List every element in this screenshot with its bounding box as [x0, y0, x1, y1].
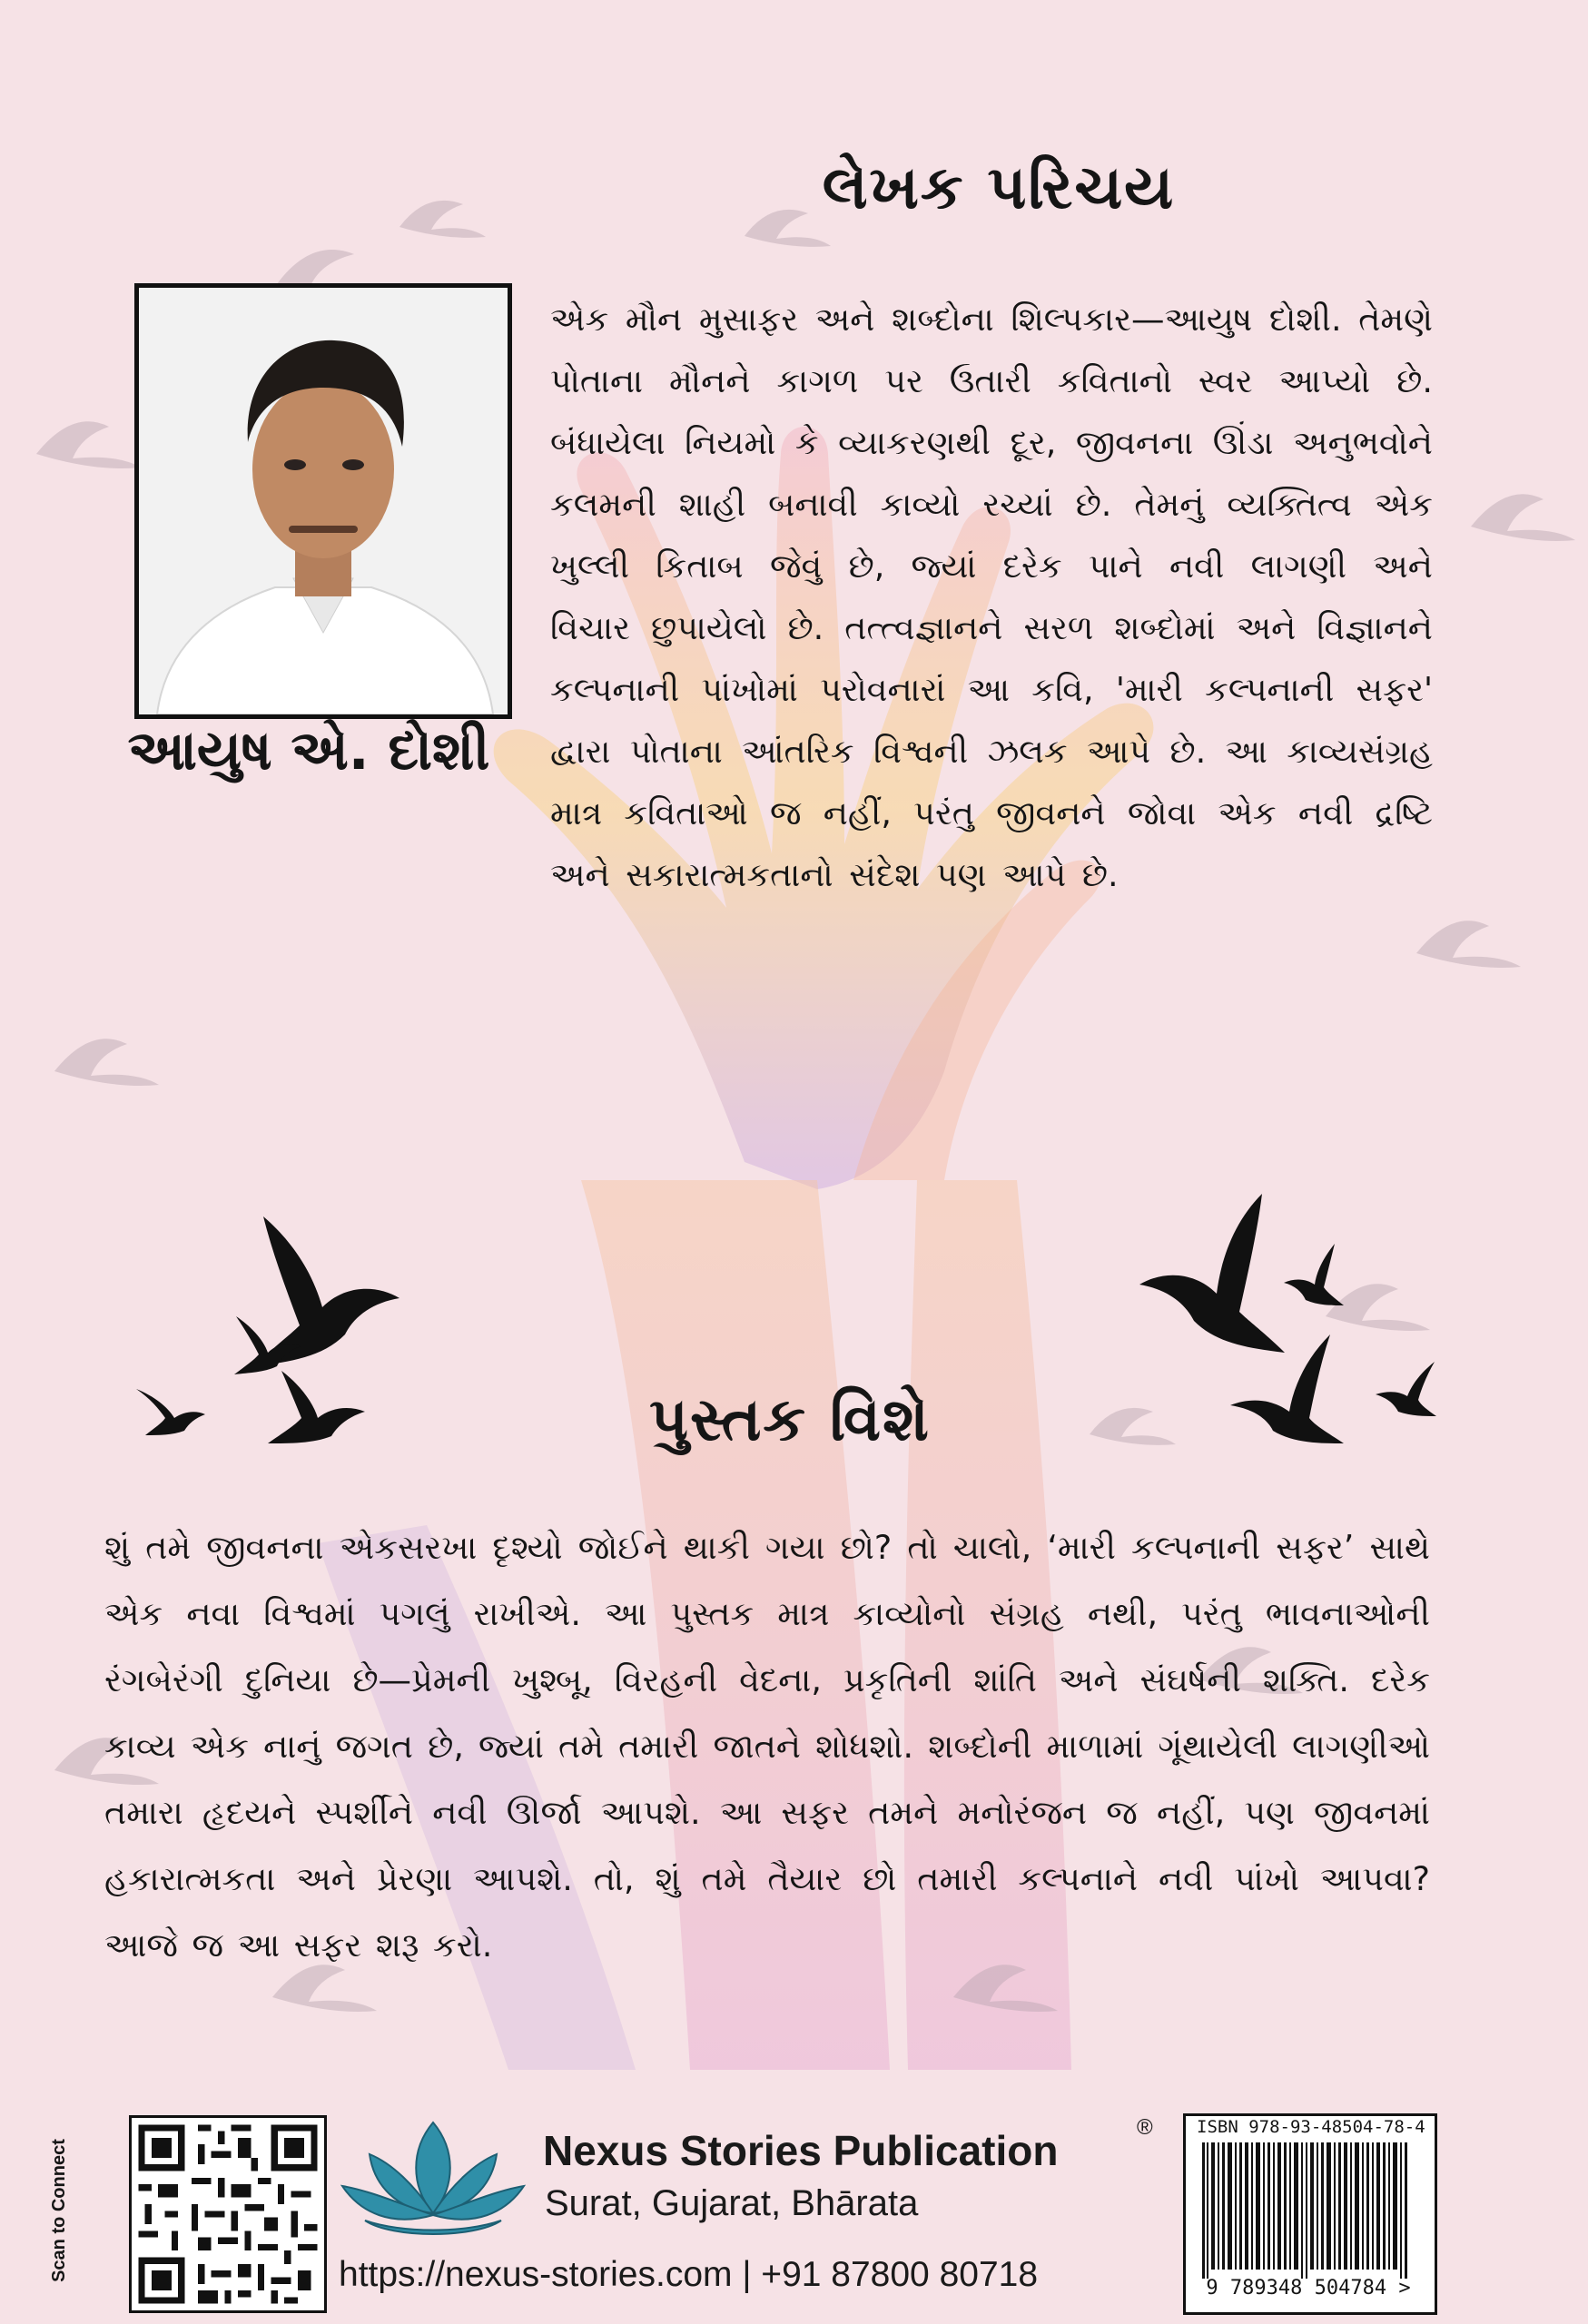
author-bio-paragraph: એક મૌન મુસાફર અને શબ્દોના શિલ્પકાર—આયુષ દોશી. તેમણે પોતાના મૌનને કાગળ પર ઉતારી કવિતાનો સ્વર આપ્યો છે. બંધાયેલા નિયમો કે વ્યાકરણથી દૂર, જીવનના ઊંડા અનુભવોને કલમની શાહી બનાવી કાવ્યો રચ્યાં છે. તેમનું વ્યક્તિત્વ એક ખુલ્લી કિતાબ જેવું છે, જ્યાં દરેક પાને નવી લાગણી અને વિચાર છુપાયેલો છે. તત્ત્વજ્ઞાનને સરળ શબ્દોમાં અને વિજ્ઞાનને કલ્પનાની પાંખોમાં પરોવનારાં આ કવિ, 'મારી કલ્પનાની સફર' દ્વારા પોતાના આંતરિક વિશ્વની ઝલક આપે છે. આ કાવ્યસંગ્રહ માત્ર કવિતાઓ જ નહીં, પરંતુ જીવનને જોવા એક નવી દ્રષ્ટિ અને સકારાત્મકતાનો સંદેશ પણ આપે છે.	[550, 300, 1434, 894]
book-section-heading: પુસ્તક વિશે	[649, 1384, 931, 1454]
registered-mark: ®	[1137, 2115, 1153, 2140]
author-section-heading: લેખક પરિચય	[822, 153, 1176, 222]
isbn-label: ISBN 978-93-48504-78-4	[1197, 2117, 1425, 2137]
author-photo	[134, 283, 512, 719]
barcode-icon	[1198, 2142, 1418, 2279]
author-name: આયુષ એ. દોશી	[127, 719, 490, 783]
publisher-location: Surat, Gujarat, Bhārata	[545, 2183, 919, 2223]
barcode-digits: 9 789348 504784 >	[1206, 2277, 1411, 2299]
bird-silhouette-icon	[127, 1180, 472, 1443]
publisher-name: Nexus Stories Publication	[543, 2127, 1059, 2174]
scan-to-connect-label: Scan to Connect	[49, 2139, 69, 2282]
qr-code-icon[interactable]	[129, 2115, 327, 2313]
publisher-contact[interactable]: https://nexus-stories.com | +91 87800 80718	[339, 2255, 1039, 2294]
book-description-paragraph: શું તમે જીવનના એકસરખા દૃશ્યો જોઈને થાકી ગયા છો? તો ચાલો, ‘મારી કલ્પનાની સફર’ સાથે એક નવા વિશ્વમાં પગલું રાખીએ. આ પુસ્તક માત્ર કાવ્યોનો સંગ્રહ નથી, પરંતુ ભાવનાઓની રંગબેરંગી દુનિયા છે—પ્રેમની ખુશ્બૂ, વિરહની વેદના, પ્રકૃતિની શાંતિ અને સંઘર્ષની શક્તિ. દરેક કાવ્ય એક નાનું જગત છે, જ્યાં તમે તમારી જાતને શોધશો. શબ્દોની માળામાં ગૂંથાયેલી લાગણીઓ તમારા હૃદયને સ્પર્શીને નવી ઊર્જા આપશે. આ સફર તમને મનોરંજન જ નહીં, પણ જીવનમાં હકારાત્મકતા અને પ્રેરણા આપશે. તો, શું તમે તૈયાર છો તમારી કલ્પનાને નવી પાંખો આપવા? આજે જ આ સફર શરૂ કરો.	[104, 1528, 1430, 1965]
lotus-logo-icon	[338, 2113, 528, 2240]
bird-silhouette-icon	[1099, 1180, 1444, 1443]
